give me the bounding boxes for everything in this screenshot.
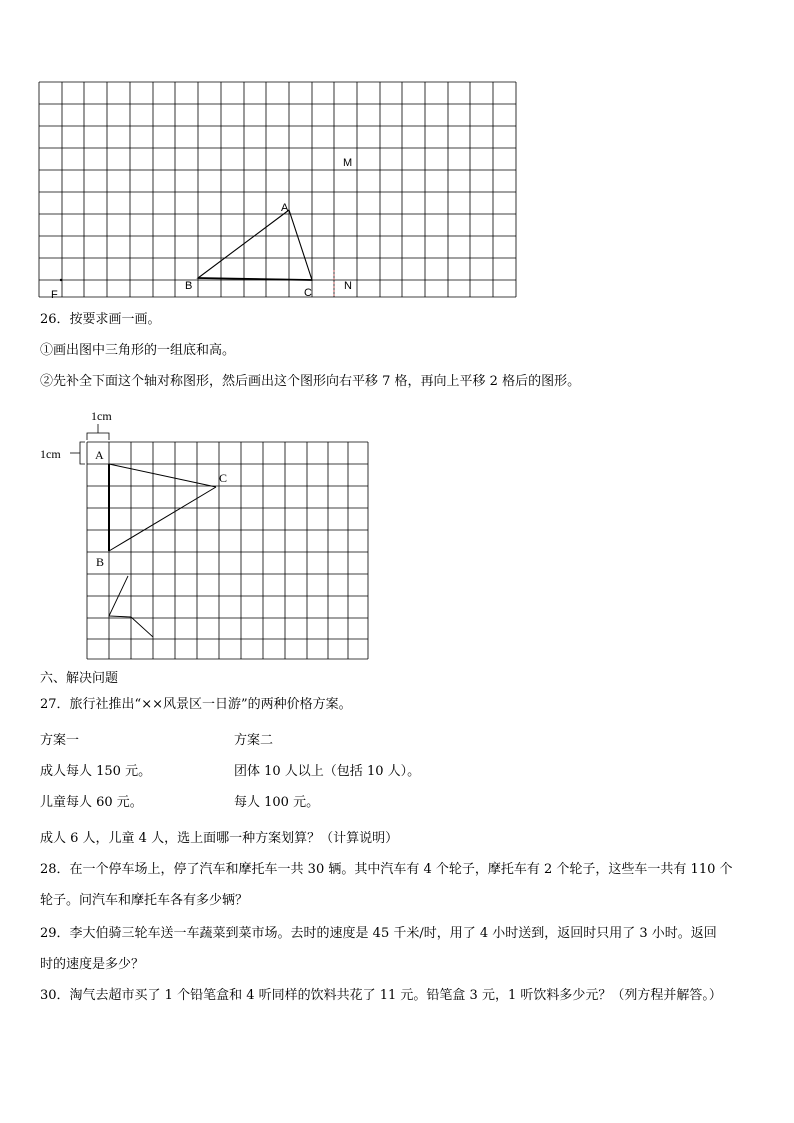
grid-figure-1 [0,0,794,310]
label-a: A [281,202,289,214]
label-n: N [344,280,352,292]
label-c: C [304,287,312,299]
q27-question: 成人 6 人，儿童 4 人，选上面哪一种方案划算？（计算说明） [40,831,399,846]
triangle-side-bc [109,487,216,551]
q30-line1: 30．淘气去超市买了 1 个铅笔盒和 4 听同样的饮料共花了 11 元。铅笔盒 3 元，1 听饮料多少元？（列方程并解答。） [40,988,722,1003]
section-6-title: 六、解决问题 [40,671,119,686]
grid-1-lines [39,82,516,297]
q27-plan1-line2: 儿童每人 60 元。 [40,795,143,810]
label-m: M [343,157,353,169]
q27-plan2-line2: 每人 100 元。 [234,795,320,810]
grid-figure-2 [0,400,794,665]
q26-item-2: ②先补全下面这个轴对称图形，然后画出这个图形向右平移 7 格，再向上平移 2 格后的图形。 [40,374,581,389]
q27-title: 27．旅行社推出“××风景区一日游”的两种价格方案。 [40,697,352,712]
triangle-side-ac [109,464,216,487]
scale-bracket-left [80,442,85,464]
q27-plan2-title: 方案二 [234,733,274,748]
label-f: F [51,289,58,301]
grid2-label-c: C [219,471,228,485]
q27-plan1-title: 方案一 [40,733,80,748]
grid2-label-b: B [96,555,105,569]
q28-line2: 轮子。问汽车和摩托车各有多少辆？ [40,893,249,908]
scale-bracket-top [87,433,109,440]
point-f-dot [60,279,62,281]
scale-label-left: 1cm [40,447,61,461]
q29-line2: 时的速度是多少？ [40,957,145,972]
q29-line1: 29．李大伯骑三轮车送一车蔬菜到菜市场。去时的速度是 45 千米/时，用了 4 小时送到，返回时只用了 3 小时。返回 [40,926,717,941]
q26-title: 26．按要求画一画。 [40,312,161,327]
q27-plan1-line1: 成人每人 150 元。 [40,764,152,779]
q28-line1: 28．在一个停车场上，停了汽车和摩托车一共 30 辆。其中汽车有 4 个轮子，摩托车有 2 个轮子，这些车一共有 110 个 [40,862,733,877]
grid2-label-a: A [95,448,104,462]
grid-2-lines [87,442,368,659]
q27-plan2-line1: 团体 10 人以上（包括 10 人）。 [234,764,421,779]
triangle-abc-1 [198,210,312,280]
scale-label-top: 1cm [91,409,112,423]
q26-item-1: ①画出图中三角形的一组底和高。 [40,343,236,358]
label-b: B [185,280,193,292]
